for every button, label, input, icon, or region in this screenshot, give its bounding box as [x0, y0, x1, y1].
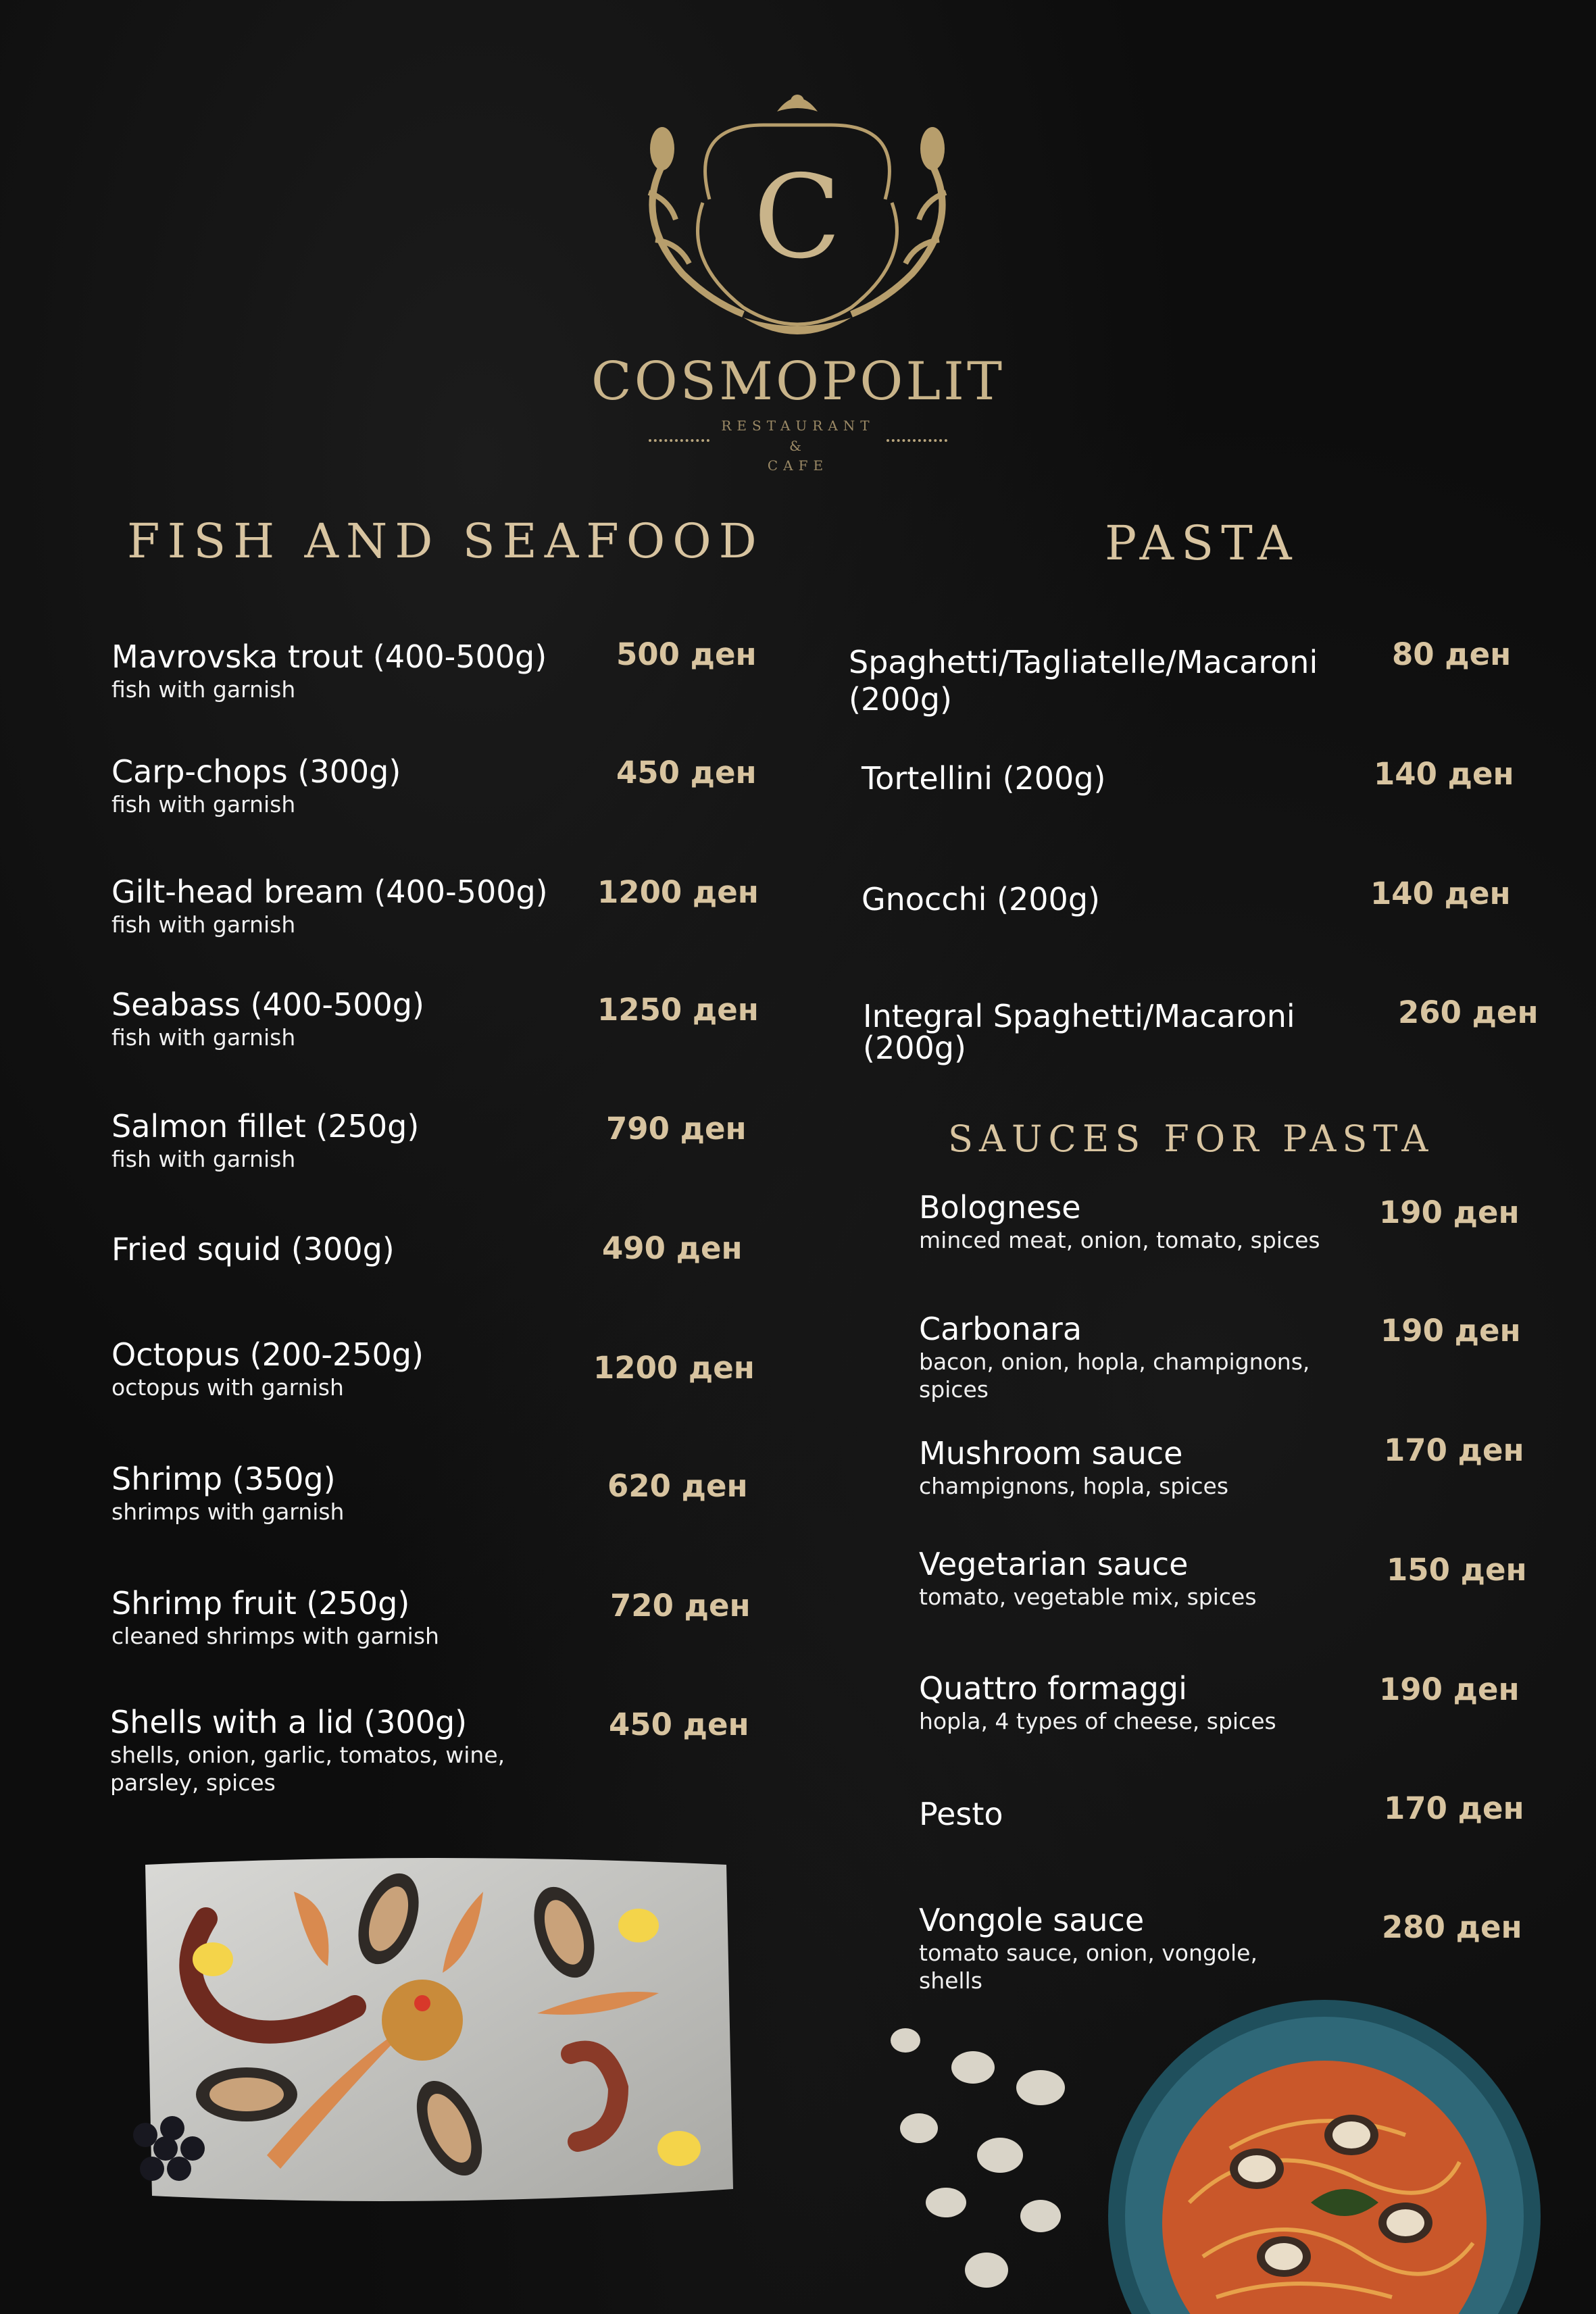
item-price: 80 ден: [1392, 636, 1512, 672]
item-price: 1250 ден: [597, 992, 759, 1028]
menu-item: [862, 881, 1100, 918]
item-description: minced meat, onion, tomato, spices: [919, 1227, 1320, 1254]
item-name: Vongole sauce: [919, 1902, 1145, 1938]
item-price: 450 ден: [609, 1707, 749, 1742]
item-description: cleaned shrimps with garnish: [111, 1623, 439, 1650]
sauces-section-title: SAUCES FOR PASTA: [948, 1117, 1435, 1160]
menu-item: [849, 644, 1318, 718]
item-price: 280 ден: [1382, 1909, 1522, 1945]
menu-item: [919, 1670, 1276, 1735]
menu-item: [919, 1189, 1320, 1254]
item-description: fish with garnish: [111, 911, 296, 938]
fish-section-title: FISH AND SEAFOOD: [127, 513, 764, 569]
item-description: fish with garnish: [111, 1024, 296, 1051]
item-price: 450 ден: [616, 755, 757, 790]
menu-item: [111, 753, 401, 818]
item-name: Salmon fillet (250g): [111, 1108, 420, 1145]
item-name: Spaghetti/Tagliatelle/Macaroni: [849, 644, 1318, 680]
item-price: 490 ден: [602, 1230, 743, 1266]
item-price: 170 ден: [1384, 1432, 1524, 1468]
menu-item: [111, 874, 548, 938]
item-name: Gnocchi (200g): [862, 881, 1100, 917]
item-description-line2: spices: [919, 1376, 989, 1403]
menu-item: [862, 760, 1105, 797]
item-price: 1200 ден: [593, 1350, 755, 1386]
item-name: Carbonara: [919, 1311, 1082, 1347]
item-price: 190 ден: [1380, 1313, 1521, 1349]
item-price: 260 ден: [1398, 995, 1539, 1030]
item-name: Quattro formaggi: [919, 1670, 1187, 1707]
menu-item: [863, 998, 1295, 1067]
item-price: 620 ден: [607, 1468, 748, 1504]
item-name-line2: (200g): [849, 681, 952, 718]
menu-item: [919, 1311, 1310, 1404]
item-name: Carp-chops (300g): [111, 753, 401, 790]
item-description: octopus with garnish: [111, 1374, 344, 1401]
item-price: 150 ден: [1387, 1552, 1527, 1588]
item-name: Shrimp fruit (250g): [111, 1585, 410, 1621]
item-name: Gilt-head bream (400-500g): [111, 874, 548, 910]
item-description: champignons, hopla, spices: [919, 1473, 1229, 1500]
item-name: Mushroom sauce: [919, 1435, 1183, 1472]
item-name: Seabass (400-500g): [111, 986, 424, 1023]
menu-item: [111, 1231, 395, 1268]
menu-item: [111, 986, 424, 1051]
item-price: 720 ден: [610, 1588, 751, 1624]
item-description: tomato, vegetable mix, spices: [919, 1584, 1257, 1611]
item-name: Vegetarian sauce: [919, 1546, 1189, 1582]
menu-item: [919, 1435, 1228, 1500]
brand-subtitle-ampersand: &: [789, 438, 807, 454]
pasta-section-title: PASTA: [1105, 515, 1299, 571]
brand-subtitle-restaurant: RESTAURANT: [721, 418, 875, 434]
item-price: 190 ден: [1379, 1671, 1520, 1707]
item-price: 140 ден: [1374, 756, 1514, 792]
menu-item: [111, 1461, 344, 1526]
menu-item: [110, 1704, 505, 1797]
logo-letter: C: [753, 151, 842, 284]
item-name: Integral Spaghetti/Macaroni: [863, 998, 1295, 1034]
menu-item: [919, 1546, 1257, 1611]
brand-subtitle-cafe: CAFE: [767, 457, 829, 474]
item-name-line2: (200g): [863, 1030, 966, 1067]
item-price: 140 ден: [1370, 876, 1511, 911]
item-price: 190 ден: [1379, 1194, 1520, 1230]
item-name: Pesto: [919, 1796, 1003, 1832]
menu-item: [111, 1108, 419, 1173]
brand-divider-left: [649, 439, 709, 442]
item-description: tomato sauce, onion, vongole,: [919, 1940, 1257, 1967]
item-description: bacon, onion, hopla, champignons,: [919, 1349, 1310, 1376]
item-price: 1200 ден: [597, 874, 759, 910]
menu-item: [111, 1585, 439, 1650]
cosmopolit-crest-logo: [608, 84, 987, 368]
pasta-vongole-image: [878, 2000, 1596, 2314]
item-price: 170 ден: [1384, 1790, 1524, 1826]
item-price: 790 ден: [606, 1111, 747, 1147]
item-name: Octopus (200-250g): [111, 1336, 424, 1373]
item-price: 500 ден: [616, 636, 757, 672]
item-name: Mavrovska trout (400-500g): [111, 638, 547, 675]
item-name: Tortellini (200g): [862, 760, 1106, 797]
menu-item: [919, 1902, 1257, 1995]
menu-item: [919, 1796, 1003, 1833]
item-name: Bolognese: [919, 1189, 1081, 1226]
item-name: Shells with a lid (300g): [110, 1704, 468, 1740]
item-description: hopla, 4 types of cheese, spices: [919, 1708, 1276, 1735]
brand-name: COSMOPOLIT: [591, 351, 1005, 412]
item-description: fish with garnish: [111, 791, 296, 818]
item-description-line2: parsley, spices: [110, 1769, 276, 1796]
item-name: Shrimp (350g): [111, 1461, 336, 1497]
menu-item: [111, 1336, 424, 1401]
item-name: Fried squid (300g): [111, 1231, 395, 1267]
item-description: fish with garnish: [111, 1146, 296, 1173]
item-description: shrimps with garnish: [111, 1499, 345, 1526]
seafood-platter-image: [132, 1851, 740, 2213]
item-description-line2: shells: [919, 1967, 982, 1994]
menu-item: [111, 638, 547, 703]
item-description: shells, onion, garlic, tomatos, wine,: [110, 1742, 505, 1769]
item-description: fish with garnish: [111, 676, 296, 703]
brand-divider-right: [887, 439, 947, 442]
